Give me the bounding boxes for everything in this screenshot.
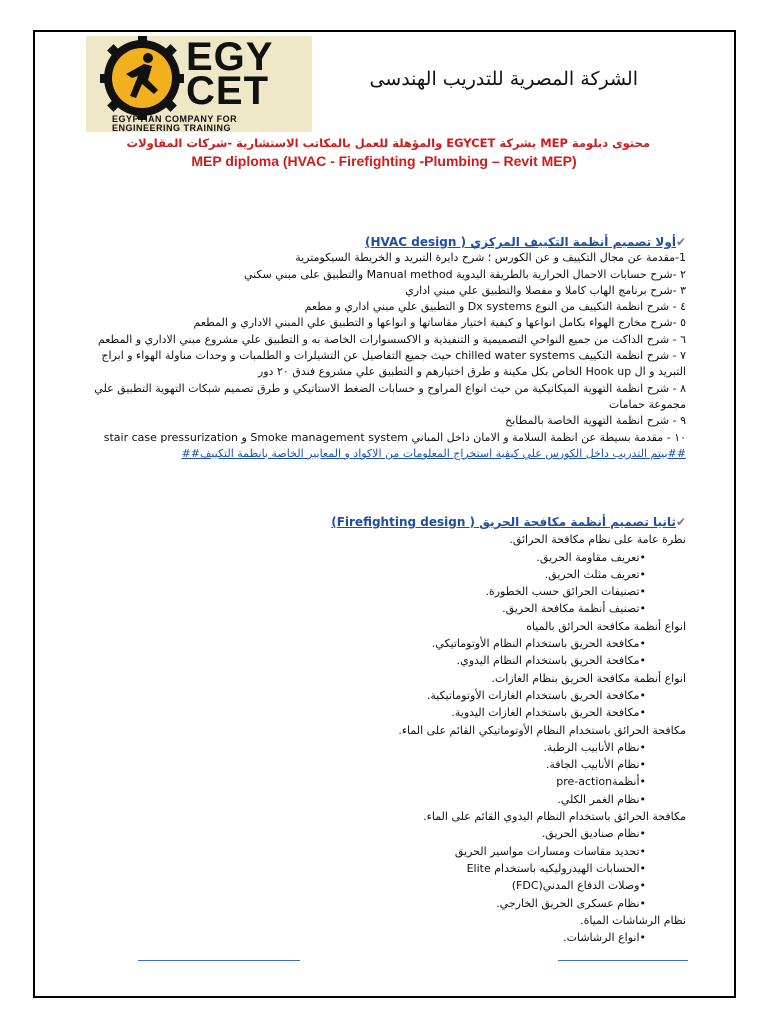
fire-item: •نظام صناديق الحريق. (541, 827, 646, 841)
hvac-heading (76, 234, 686, 250)
fire-item: •الحسابات الهيدروليكيه باستخدام Elite (466, 861, 646, 875)
hvac-item-6: ٦ - شرح الداكت من جميع النواحي التصميمية و التنفيذية و الاكسسوارات الخاصة به و التطبيق علي مشروع مبني الاداري و المطعم (97, 332, 686, 346)
fire-section (126, 514, 686, 946)
hvac-item-2: ٢ -شرح حسابات الاحمال الحرارية بالطريقة اليدوية Manual method والتطبيق على مبني سكني (243, 267, 686, 281)
logo-word-cet: CET (186, 69, 269, 113)
hvac-section (76, 234, 686, 462)
fire-heading-en: ( Firefighting design) (331, 515, 476, 529)
hvac-item-3: ٣ -شرح برنامج الهاب كاملا و مفصلا والتطبيق علي مبني اداري (405, 283, 686, 297)
hvac-heading-ar: أولا تصميم أنظمة التكييف المركزي (470, 235, 676, 249)
fire-item: نظام الرشاشات المياة. (580, 913, 686, 927)
fire-item: •انواع الرشاشات. (563, 931, 646, 945)
footer-rule-right (558, 960, 688, 961)
fire-item: نظرة عامة على نظام مكافحة الحرائق. (509, 533, 686, 547)
logo-subtitle-1: EGYPTIAN COMPANY FOR (112, 114, 238, 124)
fire-item: مكافحة الحرائق باستخدام النظام اليدوي القائم على الماء. (423, 810, 686, 824)
hvac-item-7: ٧ - شرح انظمة التكييف chilled water systems حيث جميع التفاصيل عن التشيلرات و الطلمبات و وحدات مناولة الهواء و ابراج التبريد و ال Hook up الخاص بكل مكينة و طرق اختيارهم و التطبيق علي مشروع فندق ٢٠ دور (101, 349, 686, 379)
hvac-item-5: ٥ -شرح مخارج الهواء بكامل انواعها و كيفية اختيار مقاساتها و انواعها و التطبيق علي المبني الاداري و المطعم (193, 316, 686, 330)
logo-subtitle-2: ENGINEERING TRAINING (112, 123, 232, 133)
fire-item: •تعريف مثلث الحريق. (544, 567, 646, 581)
fire-item: •وصلات الدفاع المدني(FDC) (511, 879, 646, 893)
diploma-subtitle: MEP diploma (HVAC - Firefighting -Plumbing – Revit MEP) (191, 153, 577, 169)
checkmark-icon: ✔ (675, 235, 686, 249)
fire-item: •مكافحة الحريق باستخدام النظام اليدوي. (456, 654, 646, 668)
fire-item: مكافحة الحرائق باستخدام النظام الأوتوماتيكي القائم على الماء. (398, 723, 686, 737)
diploma-content-title: محتوى دبلومة MEP بشركة EGYCET والمؤهلة للعمل بالمكاتب الاستشارية -شركات المقاولات (126, 136, 650, 150)
hvac-item-8: ٨ - شرح انظمة التهوية الميكانيكية من حيث انواع المراوح و حسابات الضغط الاستاتيكي و طرق تصميم شبكات التهوية التطبيق علي مجموعة حمامات (94, 381, 686, 411)
fire-item: •مكافحة الحريق باستخدام الغازات الأوتوماتيكية. (426, 688, 646, 702)
fire-item: انواع أنظمة مكافحة الحرائق بالمياه (526, 619, 686, 633)
company-logo (86, 36, 312, 132)
footer-rule-left (138, 960, 300, 961)
hvac-item-4: ٤ - شرح انظمة التكييف من النوع Dx systems و التطبيق علي مبني اداري و مطعم (304, 300, 686, 314)
company-title: الشركة المصرية للتدريب الهندسى (369, 68, 638, 90)
fire-item: انواع أنظمة مكافحة الحريق بنظام الغازات. (491, 671, 686, 685)
hvac-item-9: ٩ - شرح انظمة التهوية الخاصة بالمطابخ (505, 414, 686, 428)
fire-item: •نظام عسكرى الحريق الخارجي. (496, 896, 646, 910)
fire-item: •مكافحة الحريق باستخدام النظام الأوتوماتيكي. (431, 637, 646, 651)
hvac-item-10: ١٠ - مقدمة بسيطة عن انظمة السلامة و الامان داخل المباني Smoke management system و stair case pressurization (103, 430, 686, 444)
fire-heading-ar: ثانيا تصميم أنظمة مكافحة الحريق (479, 515, 676, 529)
fire-item: •تصنيفات الحرائق حسب الخطورة. (485, 585, 646, 599)
hvac-training-note-link[interactable]: ##بيتم التدريب داخل الكورس علي كيفية استخراج المعلومات من الاكواد و المعايير الخاصة بانظمة التكييف## (181, 446, 686, 460)
hvac-heading-en: ( HVAC design) (365, 235, 467, 249)
fire-item: •نظام الأنابيب الرطبة. (543, 740, 646, 754)
fire-item: •مكافحة الحريق باستخدام الغازات اليدوية. (451, 706, 646, 720)
fire-item: •تحديد مقاسات ومسارات مواسير الحريق (454, 844, 646, 858)
fire-heading (126, 514, 686, 531)
fire-item: •نظام الأنابيب الجافة. (545, 758, 646, 772)
checkmark-icon: ✔ (675, 515, 686, 529)
hvac-item-1: 1-مقدمة عن مجال التكييف و عن الكورس ؛ شرح دايرة التبريد و الخريطة السيكومترية (295, 251, 686, 265)
fire-item: •تصنيف أنظمة مكافحة الحريق. (502, 602, 646, 616)
logo-word-egy: EGY (186, 35, 274, 79)
fire-item: •أنظمةpre-action (556, 775, 646, 789)
fire-item: •تعريف مقاومة الحريق. (536, 550, 646, 564)
fire-item: •نظام الغمر الكلي. (557, 792, 646, 806)
